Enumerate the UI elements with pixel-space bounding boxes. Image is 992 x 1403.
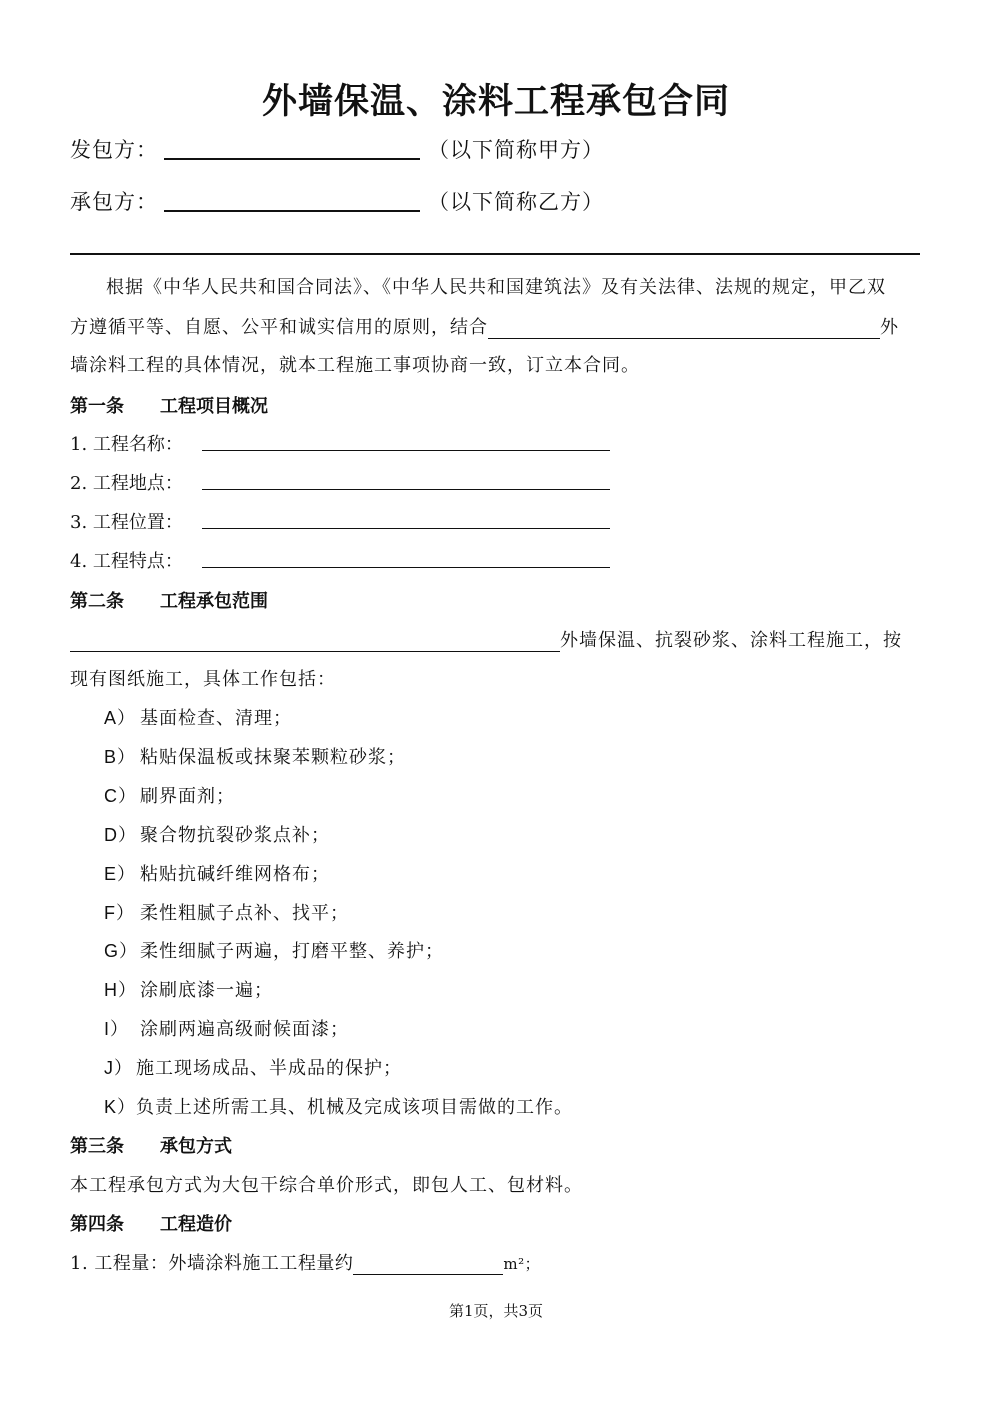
scope-line-1-suffix: 外墙保温、抗裂砂浆、涂料工程施工，按 [560, 630, 902, 651]
list-item [104, 976, 273, 1002]
article-3-title: 承包方式 [160, 1136, 232, 1157]
intro-line-2 [70, 313, 899, 339]
article-3-heading [70, 1132, 232, 1158]
list-item [104, 782, 235, 808]
list-text: 聚合物抗裂砂浆点补； [140, 825, 330, 846]
list-item [104, 1015, 349, 1041]
page-number: 第1页，共3页 [448, 1302, 544, 1320]
party-b-note: （以下简称乙方） [428, 190, 604, 214]
intro-line-3: 墙涂料工程的具体情况，就本工程施工事项协商一致，订立本合同。 [70, 355, 640, 376]
quantity-unit: m²； [503, 1255, 541, 1273]
list-text: 柔性细腻子两遍，打磨平整、养护； [140, 941, 444, 962]
list-item [104, 937, 444, 963]
list-item [104, 821, 330, 847]
scope-line-1 [70, 626, 902, 652]
article-4-item-1 [70, 1249, 540, 1275]
list-text: 负责上述所需工具、机械及完成该项目需做的工作。 [136, 1097, 573, 1118]
header-divider [70, 253, 920, 255]
project-info-blank[interactable] [202, 528, 610, 529]
list-text: 柔性粗腻子点补、找平； [140, 903, 349, 924]
party-b-label: 承包方： [70, 190, 158, 214]
list-marker: B） [104, 747, 137, 767]
project-info-label: 2. 工程地点： [70, 473, 183, 494]
party-b-blank[interactable] [164, 210, 420, 212]
list-item [104, 1054, 402, 1080]
quantity-label: 1. 工程量：外墙涂料施工工程量约 [70, 1253, 354, 1274]
project-info-label: 3. 工程位置： [70, 512, 183, 533]
project-info-blank[interactable] [202, 450, 610, 451]
list-text: 施工现场成品、半成品的保护； [136, 1058, 402, 1079]
article-2-heading [70, 587, 268, 613]
list-item [104, 1093, 573, 1119]
scope-blank[interactable] [70, 631, 560, 652]
article-2-title: 工程承包范围 [160, 591, 268, 612]
list-text: 刷界面剂； [140, 786, 235, 807]
list-marker: F） [104, 903, 135, 923]
list-text: 粘贴保温板或抹聚苯颗粒砂浆； [140, 747, 406, 768]
list-marker: E） [104, 864, 137, 884]
list-marker: I） [104, 1019, 130, 1039]
list-marker: A） [104, 708, 137, 728]
party-a-label: 发包方： [70, 138, 158, 162]
quantity-blank[interactable] [353, 1254, 503, 1275]
project-info-blank[interactable] [202, 567, 610, 568]
list-marker: D） [104, 825, 137, 845]
list-text: 粘贴抗碱纤维网格布； [140, 864, 330, 885]
list-item [104, 899, 349, 925]
article-1-title: 工程项目概况 [160, 396, 268, 417]
list-item [104, 860, 330, 886]
project-info-blank[interactable] [202, 489, 610, 490]
intro-line-1: 根据《中华人民共和国合同法》、《中华人民共和国建筑法》及有关法律、法规的规定，甲乙双 [106, 277, 886, 298]
list-item [104, 743, 406, 769]
list-marker: J） [104, 1058, 133, 1078]
scope-line-2: 现有图纸施工，具体工作包括： [70, 669, 336, 690]
list-marker: C） [104, 786, 137, 806]
list-text: 基面检查、清理； [140, 708, 292, 729]
article-1-number: 第一条 [70, 396, 124, 417]
article-4-number: 第四条 [70, 1214, 124, 1235]
project-name-blank[interactable] [488, 318, 880, 339]
article-4-title: 工程造价 [160, 1214, 232, 1235]
list-marker: G） [104, 941, 139, 961]
document-title: 外墙保温、涂料工程承包合同 [261, 81, 730, 122]
list-marker: H） [104, 980, 137, 1000]
intro-line-2-suffix: 外 [880, 317, 899, 338]
article-1-heading [70, 392, 268, 418]
project-info-label: 1. 工程名称： [70, 434, 183, 455]
list-text: 涂刷两遍高级耐候面漆； [140, 1019, 349, 1040]
list-text: 涂刷底漆一遍； [140, 980, 273, 1001]
party-a-note: （以下简称甲方） [428, 138, 604, 162]
article-3-number: 第三条 [70, 1136, 124, 1157]
project-info-label: 4. 工程特点： [70, 551, 183, 572]
list-item [104, 704, 292, 730]
party-a-blank[interactable] [164, 158, 420, 160]
list-marker: K） [104, 1097, 137, 1117]
article-4-heading [70, 1210, 232, 1236]
article-3-text: 本工程承包方式为大包干综合单价形式，即包人工、包材料。 [70, 1175, 583, 1196]
intro-line-2-prefix: 方遵循平等、自愿、公平和诚实信用的原则，结合 [70, 317, 488, 338]
article-2-number: 第二条 [70, 591, 124, 612]
